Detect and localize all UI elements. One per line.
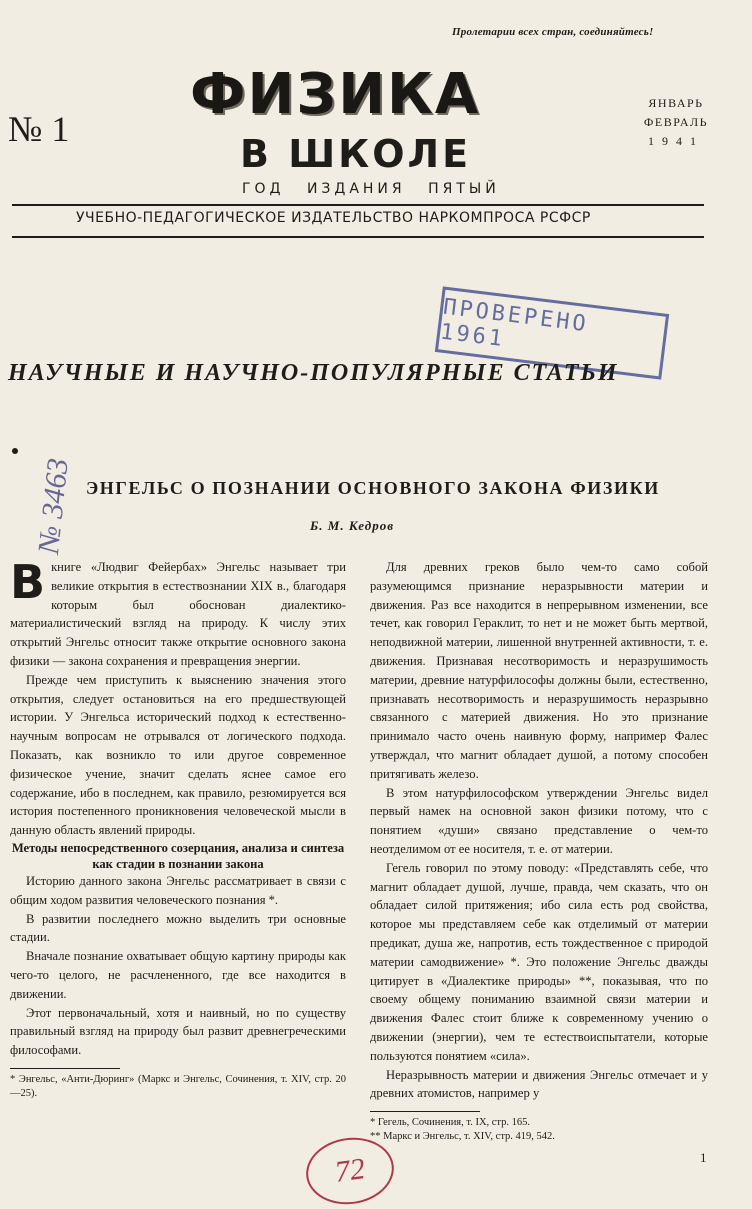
handwritten-page-circle: 72 xyxy=(302,1132,398,1209)
issue-month-2: ФЕВРАЛЬ xyxy=(643,115,709,129)
journal-title: ФИЗИКА xyxy=(190,62,481,127)
header-rule-bottom xyxy=(12,236,704,238)
paragraph: Прежде чем приступить к выяснению значения этого открытия, следует остановиться на его предшествующей истории. У Энгельса исторический подход к естественно-научным вопросам не отрывался от логического подхода. Показать, как возникло то или другое современное физическое учение, значит сделать яснее самое его содержание, ибо в последнем, как правило, резюмируется вся история постепенного проникновения человеческой мысли в данную область явлений природы. xyxy=(10,672,346,838)
article-column-right xyxy=(370,558,708,1144)
article-column-left xyxy=(10,555,346,1101)
publication-year-line: ГОД ИЗДАНИЯ ПЯТЫЙ xyxy=(242,181,500,197)
page-number: 1 xyxy=(700,1150,707,1165)
issue-number: № 1 xyxy=(8,109,70,149)
paragraph: Этот первоначальный, хотя и наивный, но по существу правильный взгляд на природу был развит древнегреческими философами. xyxy=(10,1005,346,1058)
paragraph: Гегель говорил по этому поводу: «Представлять себе, что магнит обладает душой, лучше, правда, чем сказать, что он обладает силой притяжения; ибо сила есть род свойства, которое мы представляем себе как отделимый от материи предикат, душа же, напротив, есть тождественное с природой материи самодвижение» *. Это положение Энгельс дважды цитирует в «Диалектике природы» **, показывая, что по своему общему пониманию взаимной связи материи и движения Фалес стоит ближе к современному учению о движении (энергии), чем те естествоиспытатели, которые пользуются понятием «сила». xyxy=(370,860,708,1063)
issue-month-1: ЯНВАРЬ xyxy=(648,96,704,110)
footnote-rule xyxy=(10,1068,120,1069)
footnote-rule xyxy=(370,1111,480,1112)
issue-date xyxy=(640,94,712,151)
issue-year: 1941 xyxy=(648,134,704,148)
article-author: Б. М. Кедров xyxy=(310,518,395,533)
paragraph: Историю данного закона Энгельс рассматривает в связи с общим ходом развития человеческого познания *. xyxy=(10,873,346,907)
paragraph xyxy=(10,555,346,671)
motto: Пролетарии всех стран, соединяйтесь! xyxy=(452,26,654,38)
paragraph-text: книге «Людвиг Фейербах» Энгельс называет три великие открытия в естествознании XIX в., благодаря которым был обоснован диалектико-материалистический взгляд на природу. К числу этих открытий Энгельс относит также открытие основного закона физики — закона сохранения и превращения энергии. xyxy=(10,560,346,668)
footnote: * Гегель, Сочинения, т. IX, стр. 165. xyxy=(370,1117,531,1129)
footnote: * Энгельс, «Анти-Дюринг» (Маркс и Энгельс, Сочинения, т. XIV, стр. 20—25). xyxy=(10,1073,346,1099)
paragraph: Для древних греков было чем-то само собой разумеющимся признание неразрывности материи и движения. Раз все находится в непрерывном изменении, все течет, как говорил Гераклит, то нет и не может быть мертвой, неподвижной материи, лишенной внутренней активности, т. е. движения. Признавая несотворимость и неразрушимость материи, древние натурфилософы должны были, естественно, признавать несотворимость и неразрушимость неразрывно связанного с материей движения. Но это признание принимало часто очень наивную форму, например Фалес утверждал, что магнит обладает душой, а потому способен притягивать железо. xyxy=(370,560,708,781)
inventory-number-handwritten: № 3463 xyxy=(32,456,75,556)
footnote: ** Маркс и Энгельс, т. XIV, стр. 419, 542. xyxy=(370,1131,555,1143)
article-title: ЭНГЕЛЬС О ПОЗНАНИИ ОСНОВНОГО ЗАКОНА ФИЗИКИ xyxy=(86,478,660,498)
drop-cap: В xyxy=(10,555,46,609)
journal-subtitle: В ШКОЛЕ xyxy=(240,132,472,176)
paragraph: Неразрывность материи и движения Энгельс отмечает и у древних атомистов, например у xyxy=(370,1067,708,1101)
publisher: УЧЕБНО-ПЕДАГОГИЧЕСКОЕ ИЗДАТЕЛЬСТВО НАРКОМПРОСА РСФСР xyxy=(76,210,591,226)
margin-dot xyxy=(12,448,18,454)
paragraph: В этом натурфилософском утверждении Энгельс видел первый намек на основной закон физики потому, что с понятием «души» связано представление о чем-то неотделимом от ее носителя, т. е. от материи. xyxy=(370,785,708,856)
paragraph: Вначале познание охватывает общую картину природы как чего-то целого, не расчлененного, где все находится в движении. xyxy=(10,949,346,1001)
section-heading: НАУЧНЫЕ И НАУЧНО-ПОПУЛЯРНЫЕ СТАТЬИ xyxy=(8,360,619,386)
article-subheading: Методы непосредственного созерцания, анализа и синтеза как стадии в познании закона xyxy=(11,840,345,871)
header-rule-top xyxy=(12,204,704,206)
paragraph: В развитии последнего можно выделить три основные стадии. xyxy=(10,911,346,945)
library-stamp: ПРОВЕРЕНО 1961 xyxy=(435,286,669,379)
